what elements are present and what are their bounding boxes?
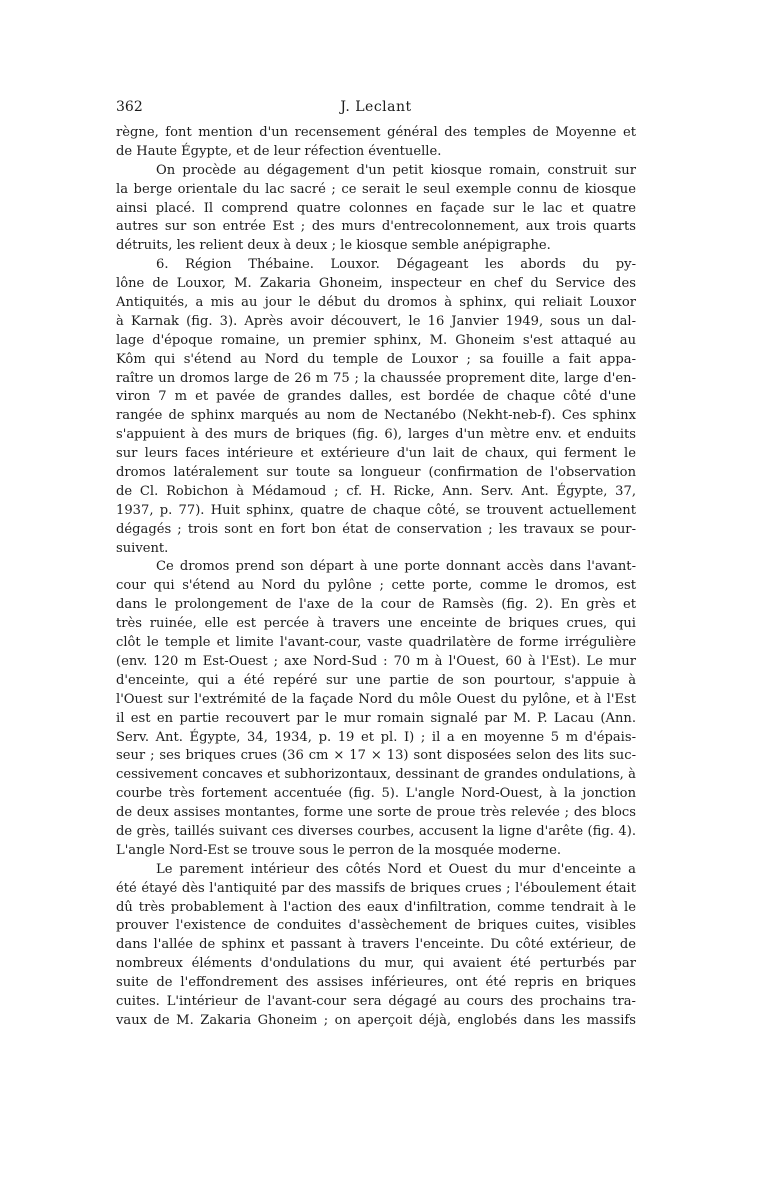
text-line: il est en partie recouvert par le mur romain signalé par M. P. Lacau (Ann. <box>116 710 636 726</box>
text-line: été étayé dès l'antiquité par des massifs de briques crues ; l'éboulement était <box>116 880 636 896</box>
text-line: courbe très fortement accentuée (fig. 5). L'angle Nord-Ouest, à la jonction <box>116 786 636 802</box>
text-line: de deux assises montantes, forme une sorte de proue très relevée ; des blocs <box>116 805 636 821</box>
text-line: rangée de sphinx marqués au nom de Nectanébo (Nekht-neb-f). Ces sphinx <box>116 408 636 424</box>
text-line: lône de Louxor, M. Zakaria Ghoneim, inspecteur en chef du Service des <box>116 276 636 292</box>
running-head: J. Leclant <box>340 99 412 115</box>
text-line: dromos latéralement sur toute sa longueur (confirmation de l'observation <box>116 465 636 481</box>
text-line: prouver l'existence de conduites d'assèchement de briques cuites, visibles <box>116 918 636 934</box>
text-line: dû très probablement à l'action des eaux d'infiltration, comme tendrait à le <box>116 899 636 915</box>
page-header <box>116 99 636 119</box>
text-line: sur leurs faces intérieure et extérieure d'un lait de chaux, qui ferment le <box>116 446 636 462</box>
text-line: dégagés ; trois sont en fort bon état de conservation ; les travaux se pour- <box>116 521 636 537</box>
text-line: à Karnak (fig. 3). Après avoir découvert, le 16 Janvier 1949, sous un dal- <box>116 313 636 329</box>
text-line: Antiquités, a mis au jour le début du dromos à sphinx, qui reliait Louxor <box>116 295 636 311</box>
text-line: viron 7 m et pavée de grandes dalles, est bordée de chaque côté d'une <box>116 389 636 405</box>
text-line: de Cl. Robichon à Médamoud ; cf. H. Ricke, Ann. Serv. Ant. Égypte, 37, <box>116 483 636 499</box>
text-line: lage d'époque romaine, un premier sphinx, M. Ghoneim s'est attaqué au <box>116 332 636 348</box>
text-line: l'Ouest sur l'extrémité de la façade Nord du môle Ouest du pylône, et à l'Est <box>116 691 636 707</box>
text-line: de Haute Égypte, et de leur réfection éventuelle. <box>116 143 442 159</box>
page-number: 362 <box>116 99 143 115</box>
text-line: Le parement intérieur des côtés Nord et Ouest du mur d'enceinte a <box>156 861 636 877</box>
text-line: Ce dromos prend son départ à une porte donnant accès dans l'avant- <box>156 559 636 575</box>
text-line: suite de l'effondrement des assises inférieures, ont été repris en briques <box>116 975 636 991</box>
text-line: Serv. Ant. Égypte, 34, 1934, p. 19 et pl. I) ; il a en moyenne 5 m d'épais- <box>116 729 636 745</box>
text-line: On procède au dégagement d'un petit kiosque romain, construit sur <box>156 162 636 178</box>
text-line: cour qui s'étend au Nord du pylône ; cette porte, comme le dromos, est <box>116 578 636 594</box>
text-line: dans le prolongement de l'axe de la cour de Ramsès (fig. 2). En grès et <box>116 597 636 613</box>
text-line: suivent. <box>116 540 169 556</box>
text-line: seur ; ses briques crues (36 cm × 17 × 13) sont disposées selon des lits suc- <box>116 748 636 764</box>
text-line: vaux de M. Zakaria Ghoneim ; on aperçoit déjà, englobés dans les massifs <box>116 1012 636 1028</box>
text-line: détruits, les relient deux à deux ; le kiosque semble anépigraphe. <box>116 238 551 254</box>
text-line: très ruinée, elle est percée à travers une enceinte de briques crues, qui <box>116 616 636 632</box>
text-line: la berge orientale du lac sacré ; ce serait le seul exemple connu de kiosque <box>116 181 636 197</box>
text-line: clôt le temple et limite l'avant-cour, vaste quadrilatère de forme irrégulière <box>116 635 636 651</box>
text-line: raître un dromos large de 26 m 75 ; la chaussée proprement dite, large d'en- <box>116 370 636 386</box>
text-line: autres sur son entrée Est ; des murs d'entrecolonnement, aux trois quarts <box>116 219 636 235</box>
text-line: L'angle Nord-Est se trouve sous le perron de la mosquée moderne. <box>116 842 562 858</box>
text-line: règne, font mention d'un recensement général des temples de Moyenne et <box>116 125 636 140</box>
text-line: d'enceinte, qui a été repéré sur une partie de son pourtour, s'appuie à <box>116 672 636 688</box>
text-line: ainsi placé. Il comprend quatre colonnes en façade sur le lac et quatre <box>116 200 636 216</box>
text-line: Kôm qui s'étend au Nord du temple de Louxor ; sa fouille a fait appa- <box>116 351 636 367</box>
text-line: s'appuient à des murs de briques (fig. 6), larges d'un mètre env. et enduits <box>116 427 636 443</box>
text-line: cuites. L'intérieur de l'avant-cour sera dégagé au cours des prochains tra- <box>116 993 636 1009</box>
text-line: de grès, taillés suivant ces diverses courbes, accusent la ligne d'arête (fig. 4). <box>116 823 636 839</box>
text-line: (env. 120 m Est-Ouest ; axe Nord-Sud : 70 m à l'Ouest, 60 à l'Est). Le mur <box>116 653 636 669</box>
text-line: cessivement concaves et subhorizontaux, dessinant de grandes ondulations, à <box>116 767 636 783</box>
body-text <box>116 124 636 1031</box>
text-line: nombreux éléments d'ondulations du mur, qui avaient été perturbés par <box>116 956 636 972</box>
text-line: dans l'allée de sphinx et passant à travers l'enceinte. Du côté extérieur, de <box>116 937 636 953</box>
text-line: 1937, p. 77). Huit sphinx, quatre de chaque côté, se trouvent actuellement <box>116 502 636 518</box>
text-line: 6. Région Thébaine. Louxor. Dégageant les abords du py- <box>156 257 636 273</box>
